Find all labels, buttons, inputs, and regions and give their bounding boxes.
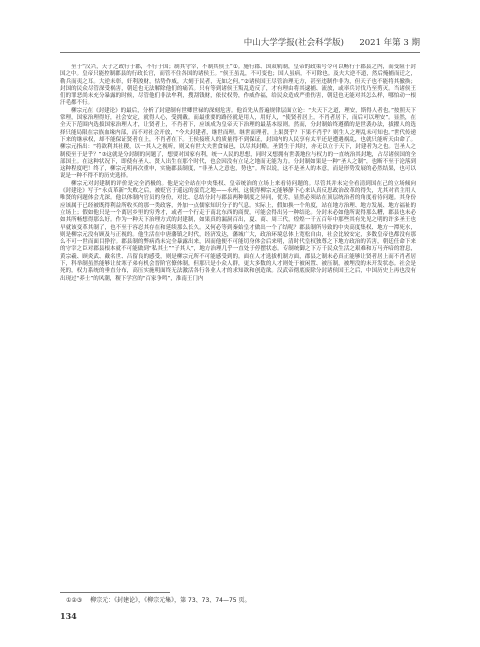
page-number: 134: [60, 611, 77, 621]
paragraph: 柳宗元在《封建论》的最后，分析了封建制有世卿世禄的深刻危害。他首先从普遍规律层面立论：“夫天下之道，理安，斯得人者也。”按照天下常理，国家治理得好，社会安定，就得人心，受拥戴。而最重要的路径就是用人，用好人，“使贤者居上，不肖者居下，而后可以理安”。显然，在全天下范围内选拔国家治理人才，让贤者上，不肖者下，应该成为皇帝天下治理的最基本原则。然而，分封制始终遵循的是世袭办法，拔擢人的选择只能局限在宗族血缘内部，而不对社会开放，“今夫封建者，继世而理。继世而理者，上果贤乎？下果不肖乎？则生人之理乱未可知也。”世代传递下来的继承权，却不能保证贤者在上，不肖者在下。王侯接班人的质量得不到保证，封国内的人民享有太平还是遭遇祸乱，也就只能听天由命了。柳宗元指出：“将欲利其社稷，以一其人之视听，则又有世大夫世食禄邑，以尽其封略。圣贤生于其时，亦无以立于天下，封建者为之也。岂圣人之制使至于是乎？”③这就是分封制的问题了，想要对国家有利，统一人民的思想，同时又想拥有世袭地位与权力的一直统治其封地，占尽诸侯国的全部国土。在这种状况下，即使有圣人、贤人出生在那个时代，也会因没有立足之地而无能为力。分封制如果是一种“圣人之制”，也断不至于沦落到这种程度吧！终了，柳宗元明再次重申，实施郡县制度，“非圣人之意也，势也”。所以说，这不是圣人的本意，而是形势发展的必然结果，也可以说是一种不得不的历史选择。: [60, 107, 416, 180]
article-body: [60, 64, 416, 586]
footnote: [66, 597, 406, 605]
footnote-marks: ①②③: [66, 597, 83, 604]
footnote-text: 柳宗元：《封建论》，《柳宗元集》，第 73、73、74—75 页。: [90, 597, 251, 604]
issue-label: 2021 年第 3 期: [359, 38, 420, 48]
running-header: [60, 36, 420, 53]
footnote-divider: [60, 592, 170, 593]
paragraph: 至于“汉兴，天子之政行于郡，不行于国；制其守宰，不制其侯王”①。施行郡、国双轨制，皇帝的政策号令可以畅行于郡县之内，而受阻于封国之中。皇帝只能控制郡县的行政长官，而管不住各国的诸侯王。“侯王虽乱，不可变也；国人虽病，不可除也。及夫大逆不道，然后掩捕而迁之，勒兵而夷之耳。大逆未彰，奸利浚财，怙势作威，大刻于民者，无如之何。”②诸侯国王尽管治理无方，甚至违制作非为，但天子也不能将其撤换；封国的民众尽管深受祸害，朝廷也无法解除他们的痛苦。只有等到诸侯王叛乱造反了，才有理由将其逮捕、流放，或率兵讨伐乃至剪灭。当诸侯王们的罪恶尚未充分暴露的时候，尽管他们非法牟利，搜刮钱财，依仗权势，作威作福，给民众造成严重伤害，朝廷也无能对其怎么样，哪怕动一根汗毛都不行。: [60, 64, 416, 107]
journal-name: 中山大学学报(社会科学版): [243, 38, 344, 48]
paragraph: 柳宗元对封建制的评价是完全消极的。他是完全站在中央集权、皇帝统治的立场上来看待问题的。尽管其并未完全看清到国在己的立场倾向《封建论》写于“永贞革新”失败之后，被贬官于遥远的蛮荒之地——永州，这使得柳宗元能够静下心来认真反思政治改革的得失，尤其对君主用人唯贤的问题体会尤深。他以体制内官员的身份，对比、总结分封与郡县两种制度之异同，优劣，显然必须站在顶层统治者的角度看待问题。其身份应该属于已经被既得利益所收买的那一类政客，外加一点儒家知识分子的气息。实际上，假如换一个角度，站在地方治理、地方发展、地方福祉的立场上；假如他只是一个离居乡里的穷秀才，或者一个行走于南北东西的商贾，可能会得出另一种结论。分封未必如他所说得那么糟，郡县也未必如其所畅想得那么好。作为一种天下治理方式的封建制，如果真的漏洞百出，夏、商、周三代，煌煌一千五百年中那些其有先见之明的许多圣王也早就该变革其制了，也不至于容忍其存在和延续那么长久。又何必等到秦始皇才做出一个了结呢？郡县制所导致的中央高度集权、地方一潭死水，则是柳宗元没有顾及与正视的。他生活在中唐藩镇之时代，经济发达，藩城广大，政治环境总体上宽松自由，社会比较安定，多数皇帝也都没有那么不可一世而面目狰狞。郡县制的弊病尚未完全暴露出来，因而他便不可能切身体会后来明，清时代皇权独尊之下地方政治的苦害，朝廷任命下来的守宰之臣对郡县根本就不可能做到“私其土”“子其人”，地方治理几乎一直处于停摆状态。专制统御之下万千民众生活之艰难和万马齐喑的窘息，黄宗羲、顾炎武、戴名世、吕留良的感受，则是柳宗元所不可能感受到的。面在人才选拔机制方面，郡县之制未必真正能够让贤者居上而不肖者居下，科举制虽然能够让贫寒子弟有机会晋阶官僚体制，但那只是小众人群，更大多数的人才则处于被闲置、被压制，被埋没的未开发状态。社会是死的，权力系统的垂直分布，高压实施明面终无法激活各行各业人才的求知欲和创造欲。汉武帝彻底废除分封诸侯国王之后，中国历史上再也没有出现过“养士”的风潮，稷下学宫的“百家争鸣”，淮南王门内: [60, 180, 416, 282]
